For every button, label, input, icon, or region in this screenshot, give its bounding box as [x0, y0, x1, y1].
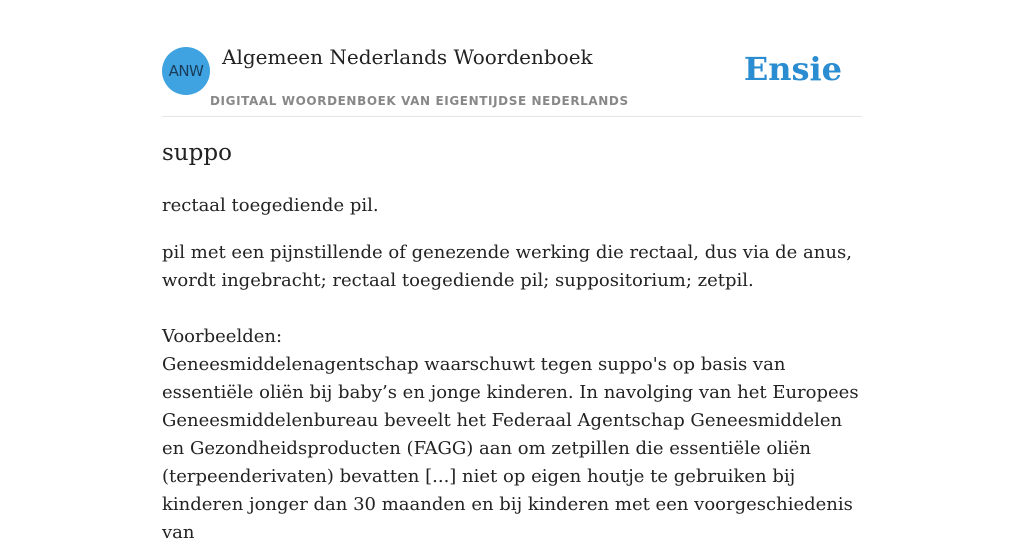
entry-headword: suppo [162, 140, 232, 166]
short-definition: rectaal toegediende pil. [162, 195, 379, 216]
logo-text: ANW [168, 62, 204, 80]
long-definition: pil met een pijnstillende of genezende werking die rectaal, dus via de anus, wordt ingebracht; rectaal toegediende pil; suppositorium; zetpil. [162, 242, 852, 291]
ensie-brand-link[interactable]: Ensie [743, 50, 842, 88]
example-text: Geneesmiddelenagentschap waarschuwt tegen suppo's op basis van essentiële oliën bij baby’s en jonge kinderen. In navolging van het Europees Geneesmiddelenbureau beveelt het Federaal Agentschap Geneesmiddelen en Gezondheidsproducten (FAGG) aan om zetpillen die essentiële oliën (terpeenderivaten) bevatten [...] niet op eigen houtje te gebruiken bij kinderen jonger dan 30 maanden en bij kinderen met een voorgeschiedenis van [162, 354, 859, 543]
site-subtitle: DIGITAAL WOORDENBOEK VAN EIGENTIJDSE NEDERLANDS [210, 94, 629, 108]
site-title[interactable]: Algemeen Nederlands Woordenboek [222, 45, 593, 69]
examples-label: Voorbeelden: [162, 326, 283, 347]
site-header [162, 0, 862, 117]
spacer [162, 295, 862, 323]
definition-block [162, 239, 862, 547]
page-container [162, 0, 862, 543]
anw-logo[interactable] [162, 47, 210, 95]
